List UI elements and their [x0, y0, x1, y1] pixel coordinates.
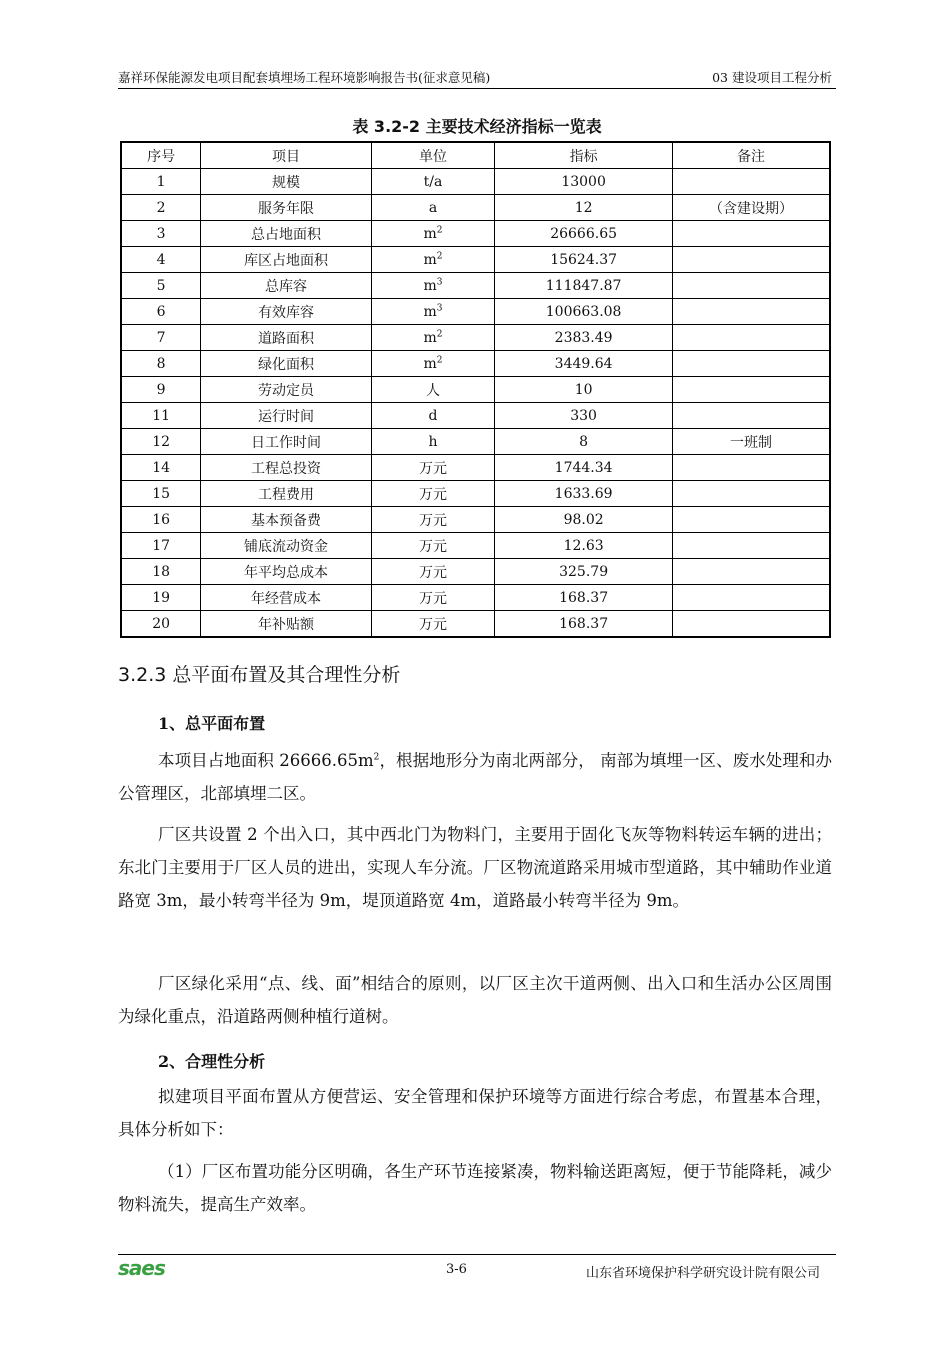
unit-text: m	[423, 329, 437, 346]
cell-no: 8	[121, 351, 201, 377]
table-row	[121, 481, 830, 507]
cell-value: 13000	[495, 169, 673, 195]
indicator-table	[120, 141, 831, 638]
cell-no: 18	[121, 559, 201, 585]
cell-item: 有效库容	[201, 299, 371, 325]
unit-text: t/a	[423, 173, 443, 190]
cell-value: 26666.65	[495, 221, 673, 247]
cell-unit	[371, 377, 495, 403]
cell-value: 100663.08	[495, 299, 673, 325]
cell-item: 劳动定员	[201, 377, 371, 403]
footer-organization: 山东省环境保护科学研究设计院有限公司	[585, 1266, 820, 1281]
cell-item: 年经营成本	[201, 585, 371, 611]
cell-unit	[371, 299, 495, 325]
page-number: 3-6	[446, 1262, 467, 1277]
cell-value: 2383.49	[495, 325, 673, 351]
cell-no: 5	[121, 273, 201, 299]
cell-note	[672, 611, 830, 638]
cell-unit	[371, 585, 495, 611]
paragraph-entrances: 厂区共设置 2 个出入口，其中西北门为物料门，主要用于固化飞灰等物料转运车辆的进出；东北门主要用于厂区人员的进出，实现人车分流。厂区物流道路采用城市型道路，其中辅助作业道路宽 3m，最小转弯半径为 9m，堤顶道路宽 4m，道路最小转弯半径为 9m。	[118, 825, 832, 910]
table-row	[121, 507, 830, 533]
subheading-layout: 1、总平面布置	[158, 714, 266, 733]
cell-note	[672, 377, 830, 403]
cell-note	[672, 299, 830, 325]
col-header-unit: 单位	[371, 142, 495, 169]
cell-unit	[371, 351, 495, 377]
table-title: 表 3.2-2 主要技术经济指标一览表	[352, 117, 602, 136]
cell-unit	[371, 533, 495, 559]
cell-note	[672, 533, 830, 559]
unit-exponent: 2	[436, 224, 443, 235]
cell-unit	[371, 455, 495, 481]
table-row	[121, 169, 830, 195]
table-row	[121, 273, 830, 299]
cell-item: 运行时间	[201, 403, 371, 429]
cell-item: 总占地面积	[201, 221, 371, 247]
subheading-rationality: 2、合理性分析	[158, 1052, 266, 1071]
cell-unit	[371, 325, 495, 351]
table-row	[121, 351, 830, 377]
cell-item: 基本预备费	[201, 507, 371, 533]
table-row	[121, 455, 830, 481]
unit-text: m	[423, 355, 437, 372]
cell-value: 12.63	[495, 533, 673, 559]
cell-note	[672, 221, 830, 247]
table-row	[121, 377, 830, 403]
unit-text: m	[423, 251, 437, 268]
footer-divider	[118, 1254, 836, 1255]
cell-value: 12	[495, 195, 673, 221]
cell-value: 330	[495, 403, 673, 429]
unit-text: h	[428, 433, 438, 450]
cell-unit	[371, 507, 495, 533]
cell-item: 日工作时间	[201, 429, 371, 455]
cell-item: 库区占地面积	[201, 247, 371, 273]
section-heading: 3.2.3 总平面布置及其合理性分析	[118, 664, 401, 686]
cell-unit	[371, 481, 495, 507]
cell-unit	[371, 273, 495, 299]
cell-note	[672, 559, 830, 585]
col-header-value: 指标	[495, 142, 673, 169]
cell-value: 15624.37	[495, 247, 673, 273]
cell-value: 168.37	[495, 611, 673, 638]
paragraph-site-area-a: 本项目占地面积 26666.65m	[158, 751, 374, 770]
cell-no: 20	[121, 611, 201, 638]
page-header	[118, 64, 836, 89]
unit-text: 万元	[418, 590, 447, 607]
unit-text: m	[423, 225, 437, 242]
cell-unit	[371, 429, 495, 455]
cell-item: 规模	[201, 169, 371, 195]
unit-exponent: 2	[436, 250, 443, 261]
cell-item: 道路面积	[201, 325, 371, 351]
cell-unit	[371, 221, 495, 247]
cell-no: 14	[121, 455, 201, 481]
table-row	[121, 585, 830, 611]
unit-text: d	[428, 407, 438, 424]
cell-unit	[371, 403, 495, 429]
cell-unit	[371, 559, 495, 585]
table-row	[121, 533, 830, 559]
cell-no: 9	[121, 377, 201, 403]
cell-note	[672, 403, 830, 429]
paragraph-rationality: 拟建项目平面布置从方便营运、安全管理和保护环境等方面进行综合考虑，布置基本合理，具体分析如下：	[118, 1087, 832, 1139]
cell-note: （含建设期）	[672, 195, 830, 221]
cell-value: 1633.69	[495, 481, 673, 507]
cell-no: 16	[121, 507, 201, 533]
unit-text: 万元	[418, 564, 447, 581]
cell-unit	[371, 169, 495, 195]
table-row	[121, 429, 830, 455]
cell-unit	[371, 195, 495, 221]
unit-text: 万元	[418, 512, 447, 529]
cell-no: 4	[121, 247, 201, 273]
cell-no: 15	[121, 481, 201, 507]
cell-value: 8	[495, 429, 673, 455]
table-header-row	[121, 142, 830, 169]
paragraph-point-1: （1）厂区布置功能分区明确，各生产环节连接紧凑，物料输送距离短，便于节能降耗，减少物料流失，提高生产效率。	[118, 1162, 832, 1214]
cell-value: 325.79	[495, 559, 673, 585]
col-header-no: 序号	[121, 142, 201, 169]
cell-unit	[371, 611, 495, 638]
cell-unit	[371, 247, 495, 273]
cell-note	[672, 507, 830, 533]
cell-note	[672, 481, 830, 507]
cell-note	[672, 273, 830, 299]
cell-item: 总库容	[201, 273, 371, 299]
table-row	[121, 195, 830, 221]
table-row	[121, 611, 830, 638]
table-row	[121, 247, 830, 273]
cell-item: 年平均总成本	[201, 559, 371, 585]
unit-exponent: 2	[436, 354, 443, 365]
cell-no: 1	[121, 169, 201, 195]
cell-value: 10	[495, 377, 673, 403]
cell-no: 6	[121, 299, 201, 325]
cell-no: 12	[121, 429, 201, 455]
unit-text: 万元	[418, 486, 447, 503]
header-chapter: 03 建设项目工程分析	[712, 70, 832, 85]
unit-exponent: 3	[436, 276, 443, 287]
cell-note: 一班制	[672, 429, 830, 455]
cell-item: 服务年限	[201, 195, 371, 221]
saes-logo: saes	[118, 1256, 165, 1280]
cell-value: 3449.64	[495, 351, 673, 377]
cell-note	[672, 585, 830, 611]
cell-item: 年补贴额	[201, 611, 371, 638]
col-header-note: 备注	[672, 142, 830, 169]
paragraph-greening: 厂区绿化采用“点、线、面”相结合的原则，以厂区主次干道两侧、出入口和生活办公区周围为绿化重点，沿道路两侧种植行道树。	[118, 974, 832, 1026]
cell-value: 1744.34	[495, 455, 673, 481]
unit-text: 万元	[418, 616, 447, 633]
unit-text: 万元	[418, 460, 447, 477]
unit-text: a	[428, 199, 438, 216]
header-doc-title: 嘉祥环保能源发电项目配套填埋场工程环境影响报告书(征求意见稿)	[118, 70, 491, 85]
paragraph-site-area	[118, 744, 832, 810]
cell-item: 铺底流动资金	[201, 533, 371, 559]
cell-no: 17	[121, 533, 201, 559]
unit-exponent: 3	[436, 302, 443, 313]
paragraph-site-area-sup: 2	[373, 752, 380, 763]
cell-no: 3	[121, 221, 201, 247]
col-header-item: 项目	[201, 142, 371, 169]
cell-item: 绿化面积	[201, 351, 371, 377]
cell-note	[672, 325, 830, 351]
cell-value: 98.02	[495, 507, 673, 533]
cell-note	[672, 169, 830, 195]
table-row	[121, 403, 830, 429]
table-body	[121, 169, 830, 638]
cell-no: 7	[121, 325, 201, 351]
unit-text: m	[423, 277, 437, 294]
unit-text: m	[423, 303, 437, 320]
unit-text: 人	[425, 382, 440, 399]
cell-item: 工程总投资	[201, 455, 371, 481]
cell-value: 168.37	[495, 585, 673, 611]
table-row	[121, 221, 830, 247]
cell-note	[672, 455, 830, 481]
paragraph-site-area-b: ，根据地形分为南北两部分， 南部为填埋一区、废水处理和办公管理区，北部填埋二区。	[118, 751, 832, 803]
table-row	[121, 325, 830, 351]
unit-text: 万元	[418, 538, 447, 555]
cell-note	[672, 351, 830, 377]
cell-note	[672, 247, 830, 273]
cell-no: 2	[121, 195, 201, 221]
unit-exponent: 2	[436, 328, 443, 339]
cell-no: 19	[121, 585, 201, 611]
cell-no: 11	[121, 403, 201, 429]
table-row	[121, 299, 830, 325]
table-row	[121, 559, 830, 585]
cell-item: 工程费用	[201, 481, 371, 507]
cell-value: 111847.87	[495, 273, 673, 299]
